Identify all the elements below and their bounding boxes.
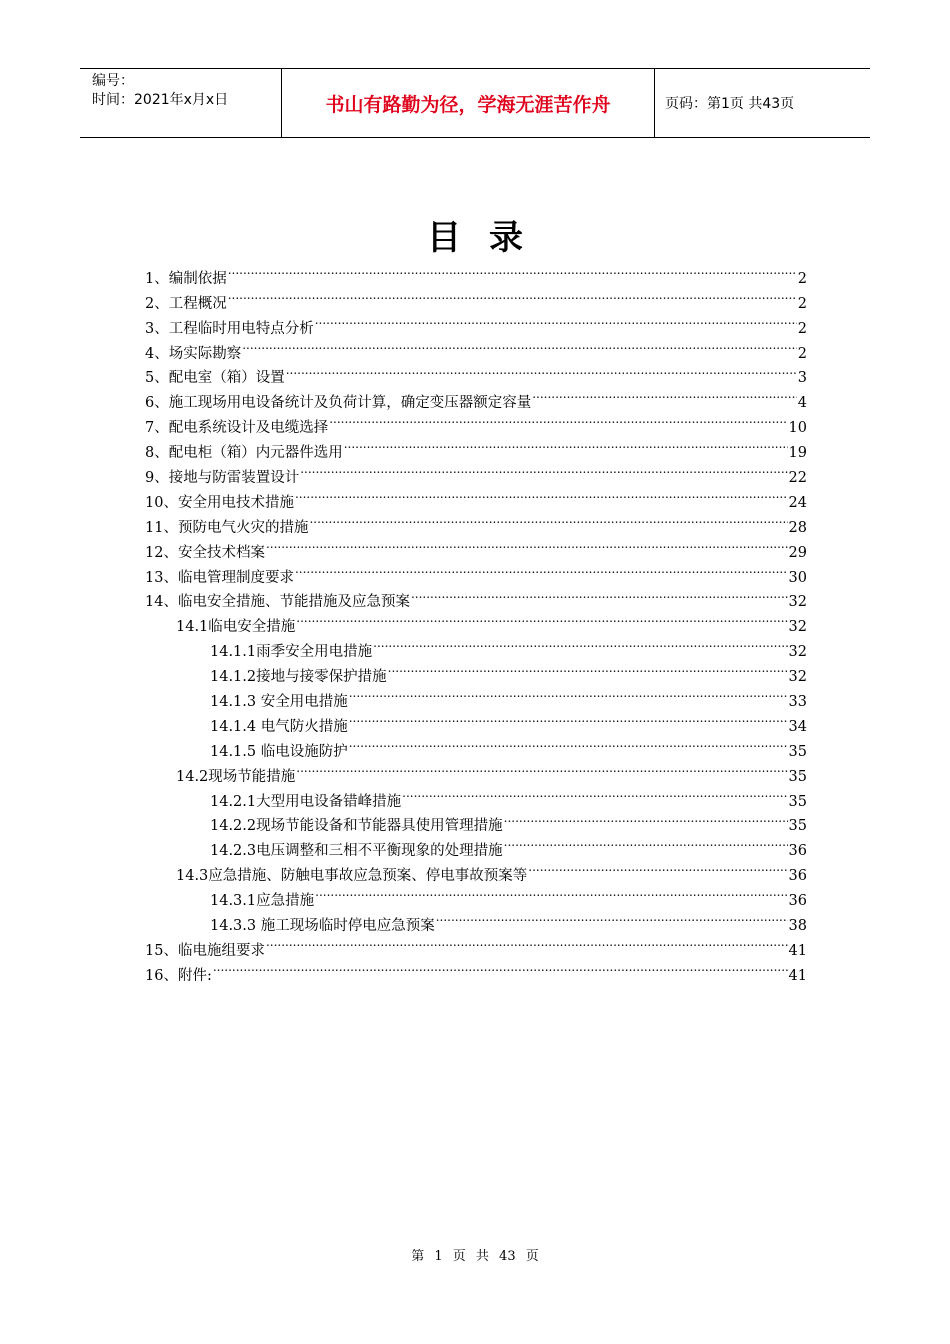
toc-leader-dots — [296, 756, 787, 781]
toc-leader-dots — [504, 806, 788, 831]
toc-leader-dots — [213, 955, 788, 980]
toc-leader-dots — [532, 382, 797, 407]
toc-entry-label: 13、临电管理制度要求 — [145, 569, 294, 586]
toc-entry-page: 35 — [788, 818, 807, 835]
toc-leader-dots — [286, 358, 797, 383]
toc-entry-page: 32 — [788, 619, 807, 636]
toc-entry-page: 2 — [797, 320, 807, 337]
toc-entry-label: 14.2现场节能措施 — [176, 768, 296, 785]
toc-entry-label: 14.1.2接地与接零保护措施 — [210, 669, 387, 686]
toc-leader-dots — [266, 532, 788, 557]
header-motto: 书山有路勤为径，学海无涯苦作舟 — [282, 69, 655, 137]
toc-leader-dots — [388, 656, 788, 681]
toc-entry-page: 30 — [788, 569, 807, 586]
toc-leader-dots — [315, 308, 797, 333]
toc-entry-page: 35 — [788, 793, 807, 810]
toc-entry-label: 14.3应急措施、防触电事故应急预案、停电事故预案等 — [176, 868, 528, 885]
toc-entry-label: 14、临电安全措施、节能措施及应急预案 — [145, 594, 410, 611]
toc-leader-dots — [402, 781, 787, 806]
toc-entry-page: 28 — [788, 519, 807, 536]
toc-entry-label: 5、配电室（箱）设置 — [145, 370, 285, 387]
toc-entry-page: 22 — [788, 470, 807, 487]
toc-leader-dots — [349, 681, 788, 706]
toc-entry-page: 19 — [788, 445, 807, 462]
toc-leader-dots — [242, 333, 797, 358]
toc-entry-page: 41 — [788, 967, 807, 984]
toc-entry-label: 12、安全技术档案 — [145, 544, 265, 561]
toc-entry-label: 14.3.3 施工现场临时停电应急预案 — [210, 918, 435, 935]
toc-leader-dots — [344, 432, 788, 457]
toc-leader-dots — [309, 507, 787, 532]
toc-entry-label: 9、接地与防雷装置设计 — [145, 470, 300, 487]
toc-entry-label: 7、配电系统设计及电缆选择 — [145, 420, 329, 437]
toc-entry-label: 14.1.5 临电设施防护 — [210, 743, 348, 760]
time-label: 时间：2021年x月x日 — [92, 92, 229, 108]
toc-entry-page: 35 — [788, 768, 807, 785]
toc-entry-label: 14.1.1雨季安全用电措施 — [210, 644, 373, 661]
toc-entry-page: 33 — [788, 694, 807, 711]
toc-entry-label: 4、场实际勘察 — [145, 345, 242, 362]
toc-leader-dots — [411, 582, 788, 607]
toc-entry-page: 32 — [788, 594, 807, 611]
toc-leader-dots — [228, 283, 797, 308]
toc-entry-page: 34 — [788, 718, 807, 735]
toc-entry-label: 14.3.1应急措施 — [210, 893, 315, 910]
toc-entry-label: 14.1.4 电气防火措施 — [210, 718, 348, 735]
toc-entry-label: 1、编制依据 — [145, 270, 227, 287]
toc-entry[interactable] — [145, 283, 807, 312]
toc-leader-dots — [300, 457, 787, 482]
toc-entry[interactable] — [145, 358, 807, 387]
toc-entry[interactable] — [145, 333, 807, 362]
toc-entry-page: 10 — [788, 420, 807, 437]
page-title: 目录 — [427, 218, 551, 258]
toc-entry-label: 14.2.2现场节能设备和节能器具使用管理措施 — [210, 818, 503, 835]
toc-entry-page: 29 — [788, 544, 807, 561]
toc-entry-label: 15、临电施组要求 — [145, 942, 265, 959]
toc-entry-page: 36 — [788, 893, 807, 910]
toc-leader-dots — [295, 557, 788, 582]
toc-entry-page: 3 — [797, 370, 807, 387]
toc-entry[interactable] — [145, 955, 807, 984]
toc-entry-label: 14.1.3 安全用电措施 — [210, 694, 348, 711]
table-of-contents — [145, 258, 807, 984]
toc-entry[interactable] — [145, 258, 807, 287]
toc-leader-dots — [528, 855, 787, 880]
toc-leader-dots — [436, 905, 788, 930]
toc-entry-page: 4 — [797, 395, 807, 412]
toc-entry-label: 11、预防电气火灾的措施 — [145, 519, 309, 536]
toc-entry-page: 2 — [797, 345, 807, 362]
toc-entry-page: 36 — [788, 843, 807, 860]
toc-entry-label: 3、工程临时用电特点分析 — [145, 320, 314, 337]
toc-entry-label: 10、安全用电技术措施 — [145, 494, 294, 511]
toc-entry-page: 41 — [788, 942, 807, 959]
toc-leader-dots — [295, 482, 788, 507]
page-footer: 第 1 页 共 43 页 — [411, 1249, 539, 1264]
toc-entry-label: 14.2.1大型用电设备错峰措施 — [210, 793, 402, 810]
serial-label: 编号： — [92, 73, 134, 89]
toc-entry-page: 2 — [797, 295, 807, 312]
toc-entry-label: 14.1临电安全措施 — [176, 619, 296, 636]
toc-leader-dots — [266, 930, 788, 955]
toc-entry-label: 16、附件: — [145, 967, 212, 984]
toc-entry[interactable] — [145, 308, 807, 337]
toc-entry-page: 24 — [788, 494, 807, 511]
toc-leader-dots — [504, 830, 788, 855]
header-page-info: 页码：第1页 共43页 — [665, 96, 795, 112]
page-header — [80, 68, 870, 138]
toc-leader-dots — [315, 880, 787, 905]
toc-leader-dots — [373, 631, 787, 656]
toc-entry-label: 8、配电柜（箱）内元器件选用 — [145, 445, 343, 462]
toc-entry-page: 32 — [788, 644, 807, 661]
toc-entry-page: 35 — [788, 743, 807, 760]
toc-leader-dots — [296, 606, 787, 631]
toc-leader-dots — [329, 407, 787, 432]
toc-entry-label: 6、施工现场用电设备统计及负荷计算，确定变压器额定容量 — [145, 395, 532, 412]
toc-leader-dots — [228, 258, 797, 283]
toc-leader-dots — [349, 731, 788, 756]
toc-entry-label: 2、工程概况 — [145, 295, 227, 312]
toc-entry-label: 14.2.3电压调整和三相不平衡现象的处理措施 — [210, 843, 503, 860]
header-meta-cell — [80, 69, 282, 137]
toc-entry-page: 2 — [797, 270, 807, 287]
toc-leader-dots — [349, 706, 788, 731]
toc-entry-page: 36 — [788, 868, 807, 885]
toc-entry-page: 32 — [788, 669, 807, 686]
toc-entry-page: 38 — [788, 918, 807, 935]
